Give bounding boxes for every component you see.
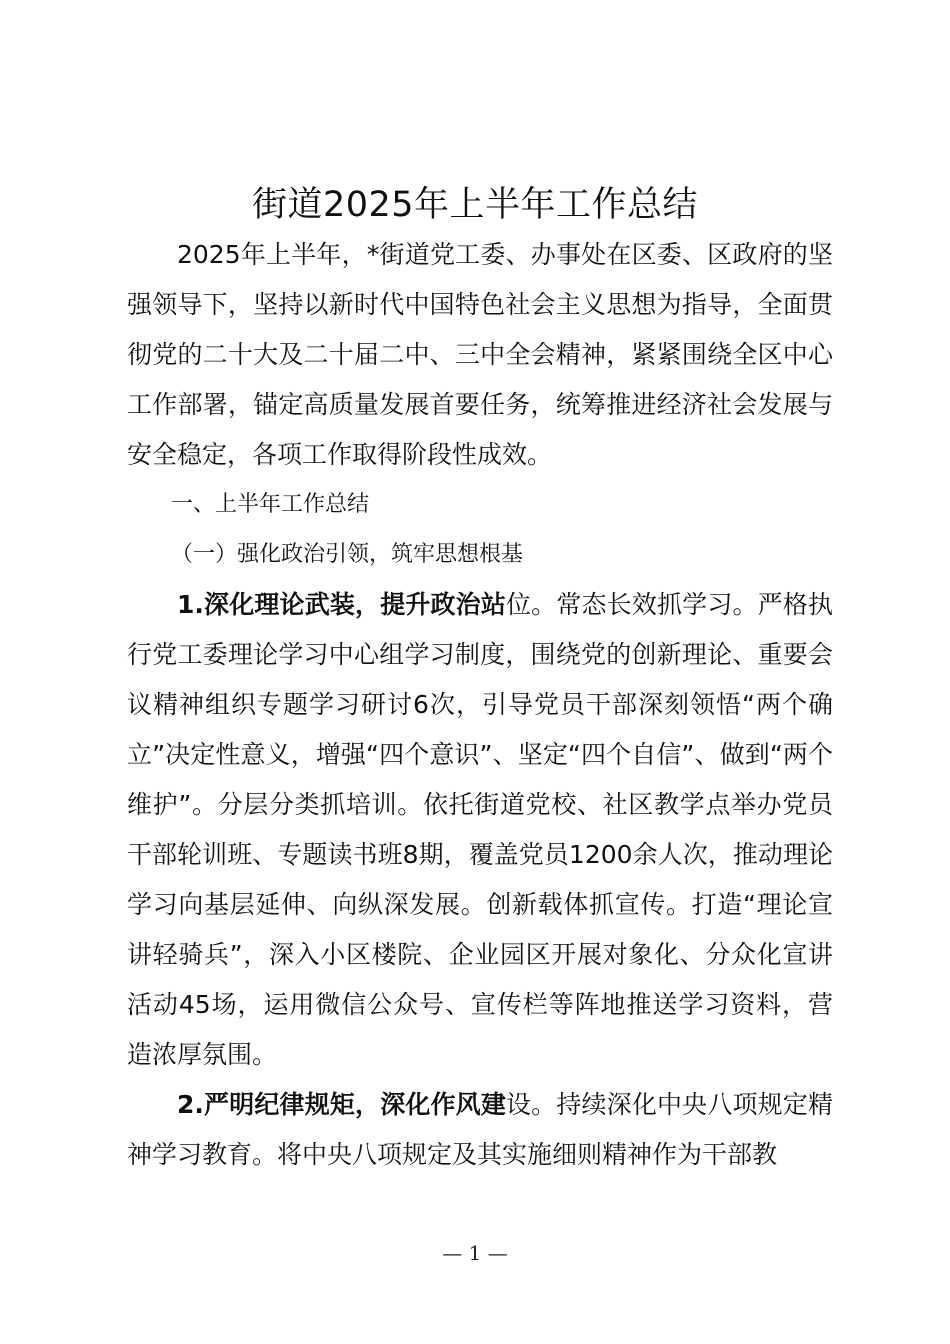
paragraph-2 [127, 1080, 833, 1180]
document-body [127, 230, 833, 1180]
paragraph-2-text: 设。持续深化中央八项规定精神学习教育。将中央八项规定及其实施细则精神作为干部教 [127, 1090, 833, 1169]
intro-paragraph: 2025年上半年，*街道党工委、办事处在区委、区政府的坚强领导下，坚持以新时代中国特色社会主义思想为指导，全面贯彻党的二十大及二十届二中、三中全会精神，紧紧围绕全区中心工作部署，锚定高质量发展首要任务，统筹推进经济社会发展与安全稳定，各项工作取得阶段性成效。 [127, 240, 833, 469]
document-title: 街道2025年上半年工作总结 [251, 185, 699, 225]
subsection-heading: （一）强化政治引领，筑牢思想根基 [171, 542, 524, 567]
section-heading: 一、上半年工作总结 [171, 492, 370, 517]
paragraph-1 [127, 580, 833, 1080]
page-number: — 1 — [442, 1241, 508, 1265]
paragraph-1-lead: 1.深化理论武装，提升政治站 [177, 590, 507, 619]
paragraph-2-lead: 2.严明纪律规矩，深化作风建 [177, 1090, 507, 1119]
paragraph-1-text: 位。常态长效抓学习。严格执行党工委理论学习中心组学习制度，围绕党的创新理论、重要会议精神组织专题学习研讨6次，引导党员干部深刻领悟“两个确立”决定性意义，增强“四个意识”、坚定“四个自信”、做到“两个维护”。分层分类抓培训。依托街道党校、社区教学点举办党员干部轮训班、专题读书班8期，覆盖党员1200余人次，推动理论学习向基层延伸、向纵深发展。创新载体抓宣传。打造“理论宣讲轻骑兵”，深入小区楼院、企业园区开展对象化、分众化宣讲活动45场，运用微信公众号、宣传栏等阵地推送学习资料，营造浓厚氛围。 [127, 590, 833, 1069]
